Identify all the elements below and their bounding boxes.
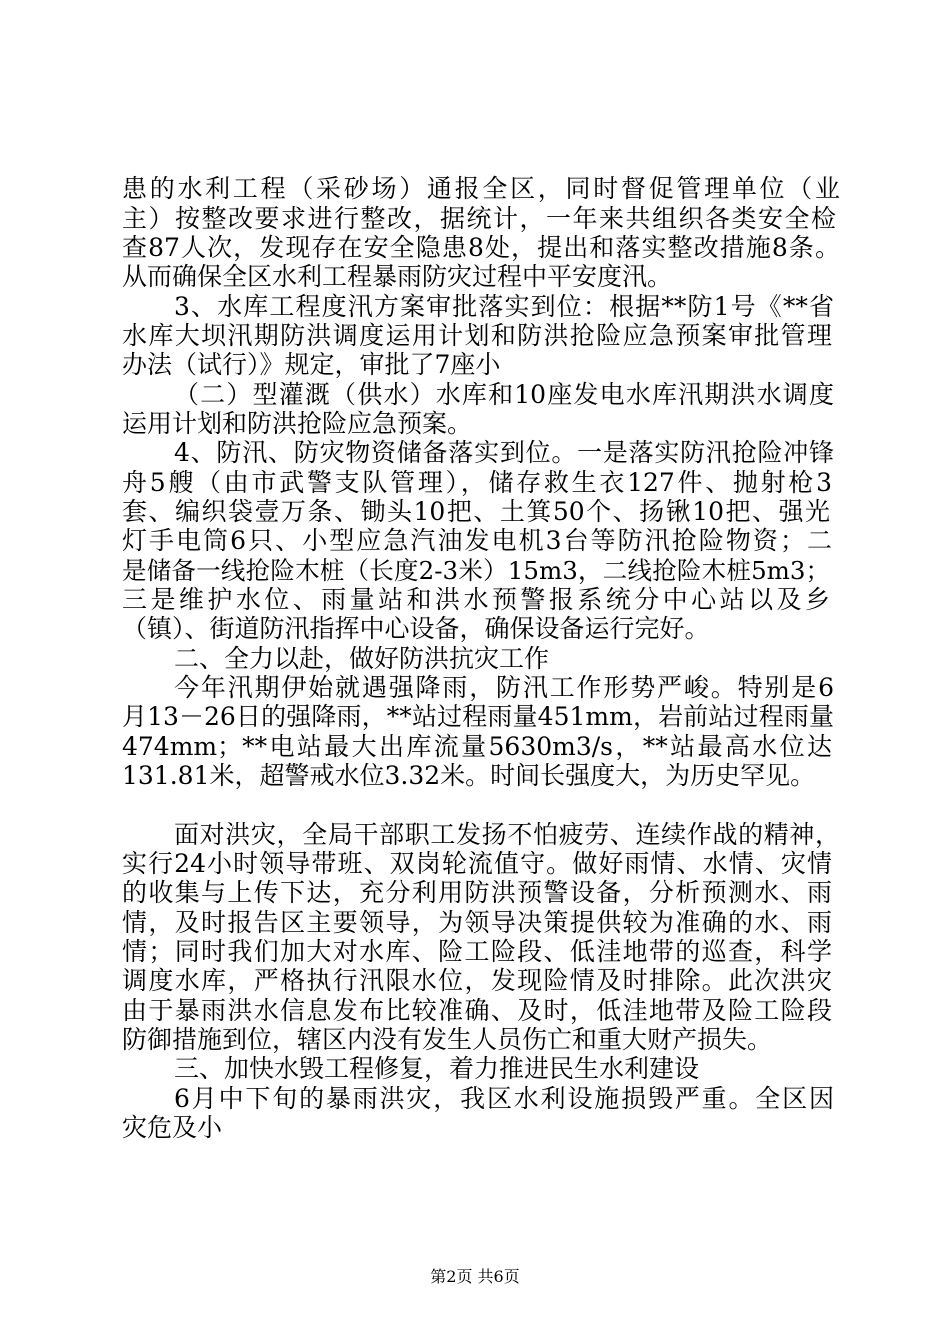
body-line: 是储备一线抢险木桩（长度2-3米）15m3，二线抢险木桩5m3； <box>122 556 830 585</box>
body-line: 舟5艘（由市武警支队管理），储存救生衣127件、抛射枪3 <box>122 468 832 497</box>
section-heading: 二、全力以赴，做好防洪抗灾工作 <box>174 644 550 673</box>
body-line: 防御措施到位，辖区内没有发生人员伤亡和重大财产损失。 <box>122 1025 773 1054</box>
body-line: 面对洪灾，全局干部职工发扬不怕疲劳、连续作战的精神， <box>174 820 840 849</box>
body-line: 办法（试行）》规定，审批了7座小 <box>122 350 501 379</box>
body-line: 实行24小时领导带班、双岗轮流值守。做好雨情、水情、灾情 <box>122 849 832 878</box>
body-line: （二）型灌溉（供水）水库和10座发电水库汛期洪水调度 <box>174 380 834 409</box>
body-line: 今年汛期伊始就遇强降雨，防汛工作形势严峻。特别是6 <box>174 673 834 702</box>
section-heading: 三、加快水毁工程修复，着力推进民生水利建设 <box>174 1054 700 1083</box>
body-line: 水库大坝汛期防洪调度运用计划和防洪抢险应急预案审批管理 <box>122 321 832 350</box>
body-line: 的收集与上传下达，充分利用防洪预警设备，分析预测水、雨 <box>122 878 832 907</box>
body-line: 情，及时报告区主要领导，为领导决策提供较为准确的水、雨 <box>122 908 832 937</box>
body-line: 调度水库，严格执行汛限水位，发现险情及时排除。此次洪灾 <box>122 966 832 995</box>
body-line: 月13－26日的强降雨，**站过程雨量451mm，岩前站过程雨量 <box>122 702 834 731</box>
body-line: 三是维护水位、雨量站和洪水预警报系统分中心站以及乡 <box>122 585 830 614</box>
body-line: 查87人次，发现存在安全隐患8处，提出和落实整改措施8条。 <box>122 233 840 262</box>
body-line: 套、编织袋壹万条、锄头10把、土箕50个、扬锹10把、强光 <box>122 497 830 526</box>
body-line: 患的水利工程（采砂场）通报全区，同时督促管理单位（业 <box>122 174 840 203</box>
body-line: 灾危及小 <box>122 1113 223 1142</box>
body-line: 运用计划和防洪抢险应急预案。 <box>122 409 473 438</box>
body-line: 灯手电筒6只、小型应急汽油发电机3台等防汛抢险物资；二 <box>122 526 832 555</box>
body-line: 131.81米，超警戒水位3.32米。时间长强度大，为历史罕见。 <box>122 761 816 790</box>
body-line: 情；同时我们加大对水库、险工险段、低洼地带的巡查，科学 <box>122 937 832 966</box>
body-line: 从而确保全区水利工程暴雨防灾过程中平安度汛。 <box>122 262 673 291</box>
body-line: 6月中下旬的暴雨洪灾，我区水利设施损毁严重。全区因 <box>174 1084 834 1113</box>
body-line: 474mm；**电站最大出库流量5630m3/s，**站最高水位达 <box>122 732 832 761</box>
body-line: 由于暴雨洪水信息发布比较准确、及时，低洼地带及险工险段 <box>122 996 832 1025</box>
body-line: （镇）、街道防汛指挥中心设备，确保设备运行完好。 <box>122 614 710 643</box>
page-number: 第2页 共6页 <box>430 1267 520 1286</box>
body-line: 4、防汛、防灾物资储备落实到位。一是落实防汛抢险冲锋 <box>174 438 834 467</box>
body-line: 3、水库工程度汛方案审批落实到位：根据**防1号《**省 <box>174 292 834 321</box>
body-line: 主）按整改要求进行整改，据统计，一年来共组织各类安全检 <box>122 204 836 233</box>
